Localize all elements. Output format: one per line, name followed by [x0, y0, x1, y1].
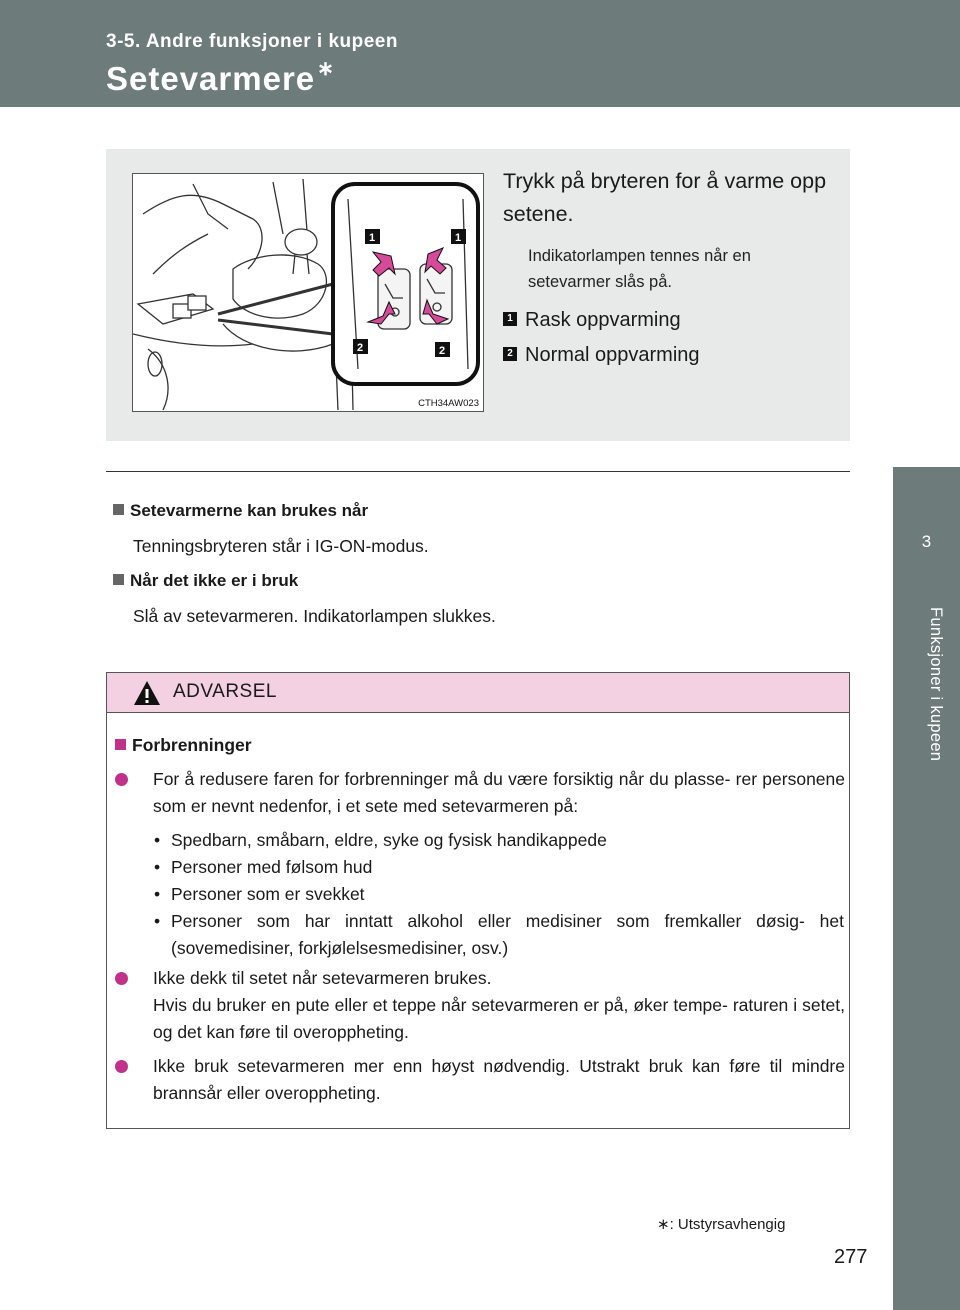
info-text-1: Tenningsbryteren står i IG-ON-modus.: [133, 536, 429, 556]
legend-item-1: [503, 309, 681, 332]
section-title: 3-5. Andre funksjoner i kupeen: [106, 31, 398, 52]
chapter-number: 3: [921, 532, 932, 551]
figure-code: CTH34AW023: [418, 398, 479, 409]
page-title-text: Setevarmere: [106, 60, 316, 97]
warning-box: [106, 672, 850, 1129]
seat-heater-illustration: [132, 173, 484, 412]
page-header: [0, 0, 960, 107]
warning-sublist: [154, 827, 844, 962]
svg-text:1: 1: [455, 232, 462, 244]
chapter-label: Funksjoner i kupeen: [927, 607, 945, 762]
optional-equipment-mark: ∗: [317, 58, 335, 80]
circle-bullet-icon: [115, 773, 128, 786]
svg-text:2: 2: [439, 345, 446, 357]
warning-bullet-2: Ikke dekk til setet når setevarmeren brukes. Hvis du bruker en pute eller et teppe når setevarmeren er på, øker tempe- raturen i setet, og det kan føre til overoppheting.: [115, 965, 845, 1046]
circle-bullet-icon: [115, 972, 128, 985]
page-title: [106, 60, 335, 98]
legend-label-1: Rask oppvarming: [525, 309, 681, 331]
list-item: • Personer med følsom hud: [154, 857, 373, 877]
figure-note: Indikatorlampen tennes når en setevarmer slås på.: [528, 247, 751, 291]
list-item: • Personer som har inntatt alkohol eller medisiner som fremkaller døsig- het (sovemedisiner, forkjølelsesmedisiner, osv.): [154, 911, 844, 958]
warning-title: ADVARSEL: [173, 681, 277, 702]
legend-item-2: [503, 344, 700, 367]
svg-text:2: 2: [357, 342, 364, 354]
warning-bullet-3: Ikke bruk setevarmeren mer enn høyst nødvendig. Utstrakt bruk kan føre til mindre brannsår eller overoppheting.: [115, 1053, 845, 1107]
list-item: • Spedbarn, småbarn, eldre, syke og fysisk handikappede: [154, 830, 607, 850]
warning-heading: Forbrenninger: [115, 735, 252, 756]
warning-bullet-1: For å redusere faren for forbrenninger må du være forsiktig når du plasse- rer personene som er nevnt nedenfor, i et sete med setevarmeren på:: [115, 766, 845, 820]
legend-label-2: Normal oppvarming: [525, 344, 700, 366]
figure-instruction: Trykk på bryteren for å varme opp setene.: [503, 169, 827, 226]
list-item: • Personer som er svekket: [154, 884, 365, 904]
circle-bullet-icon: [115, 1060, 128, 1073]
warning-triangle-icon: [132, 679, 162, 707]
console-drawing: [133, 174, 483, 411]
info-text-2: Slå av setevarmeren. Indikatorlampen slukkes.: [133, 606, 496, 626]
legend-marker-1: 1: [503, 312, 517, 326]
warning-header: [107, 673, 849, 713]
legend-marker-2: 2: [503, 347, 517, 361]
square-bullet-icon: [113, 574, 124, 585]
divider: [106, 471, 850, 472]
square-bullet-icon: [113, 504, 124, 515]
footnote: ∗: Utstyrsavhengig: [657, 1216, 786, 1233]
figure-panel: [106, 149, 850, 441]
square-bullet-icon: [115, 739, 126, 750]
info-heading-2: Når det ikke er i bruk: [113, 571, 298, 591]
svg-text:1: 1: [369, 232, 376, 244]
info-heading-1: Setevarmerne kan brukes når: [113, 501, 368, 521]
chapter-tab: [893, 467, 960, 1310]
page-number: 277: [834, 1246, 868, 1268]
